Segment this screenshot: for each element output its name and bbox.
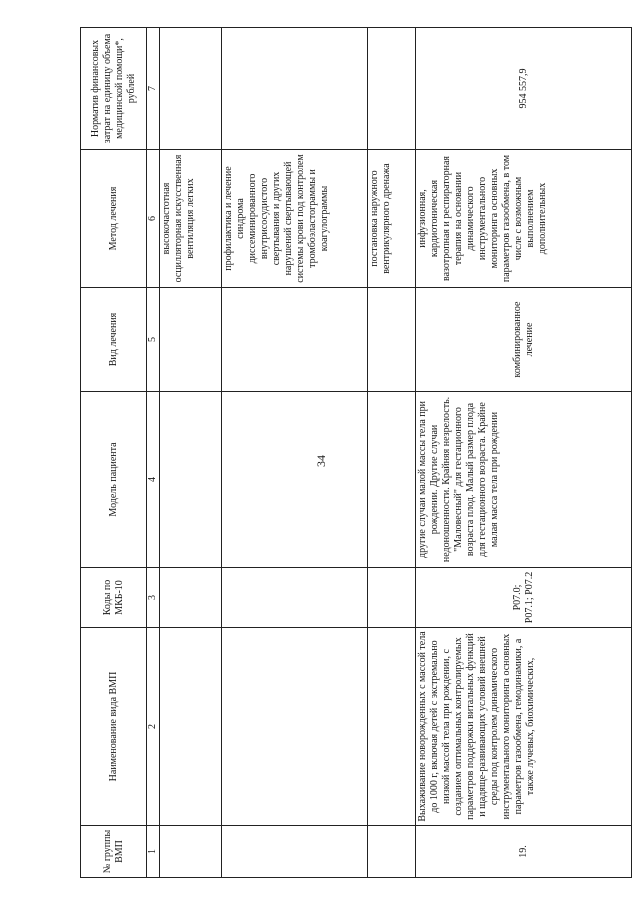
cell-name <box>368 628 416 826</box>
cell-group <box>222 826 368 878</box>
cell-codes <box>368 568 416 628</box>
header-treatment-method: Метод лечения <box>81 150 147 288</box>
cell-treatment-type <box>222 288 368 392</box>
column-number: 3 <box>147 568 160 628</box>
cell-name <box>222 628 368 826</box>
cell-name <box>160 628 222 826</box>
column-number: 4 <box>147 392 160 568</box>
header-row <box>81 28 147 878</box>
page-number: 34 <box>314 455 328 467</box>
cell-treatment-type <box>160 288 222 392</box>
cell-model <box>160 392 222 568</box>
cell-model <box>222 392 368 568</box>
table-row <box>368 28 416 878</box>
column-number: 5 <box>147 288 160 392</box>
table-row <box>160 28 222 878</box>
cell-treatment-type: комбинированное лечение <box>416 288 632 392</box>
cell-cost <box>160 28 222 150</box>
table-row <box>222 28 368 878</box>
cell-group <box>368 826 416 878</box>
cell-treatment-type <box>368 288 416 392</box>
cell-name: Выхаживание новорожденных с массой тела до 1000 г, включая детей с экстремально низкой массой тела при рождении, с созданием оптимальных контролируемых параметров поддержки витальных функций и щадяще-развивающих условий внешней среды под контролем динамического инструментального мониторинга основных параметров газообмена, гемодинамики, а также лучевых, биохимических, <box>416 628 632 826</box>
column-number-row <box>147 28 160 878</box>
cell-cost <box>222 28 368 150</box>
table-row <box>416 28 632 878</box>
rotated-table-area <box>80 28 632 878</box>
cell-model: другие случаи малой массы тела при рождении. Другие случаи недоношенности. Крайняя незрелость. "Маловесный" для гестационного возраста плод. Малый размер плода для гестационного возраста. Крайне малая масса тела при рождении <box>416 392 632 568</box>
column-number: 2 <box>147 628 160 826</box>
header-patient-model: Модель пациента <box>81 392 147 568</box>
cell-method: постановка наружного вентрикулярного дренажа <box>368 150 416 288</box>
cell-method: высокочастотная осцилляторная искусственная вентиляция легких <box>160 150 222 288</box>
cell-method: инфузионная, кардиотоническая вазотропная и респираторная терапия на основании динамического инструментального мониторинга основных параметров газообмена, в том числе с возможным выполнением дополнительных <box>416 150 632 288</box>
column-number: 1 <box>147 826 160 878</box>
header-vmp-name: Наименование вида ВМП <box>81 628 147 826</box>
cell-cost: 954 557,9 <box>416 28 632 150</box>
column-number: 6 <box>147 150 160 288</box>
header-cost-norm: Норматив финансовых затрат на единицу объема медицинской помощи*, рублей <box>81 28 147 150</box>
cell-group <box>160 826 222 878</box>
cell-codes <box>160 568 222 628</box>
header-treatment-type: Вид лечения <box>81 288 147 392</box>
cell-cost <box>368 28 416 150</box>
vmp-table <box>80 27 632 878</box>
cell-method: профилактика и лечение синдрома диссеминированного внутрисосудистого свертывания и других нарушений свертывающей системы крови под контролем тромбоэластограммы и коагулограммы <box>222 150 368 288</box>
header-icd-codes: Коды по МКБ-10 <box>81 568 147 628</box>
cell-codes: P07.0; P07.1; P07.2 <box>416 568 632 628</box>
cell-group: 19. <box>416 826 632 878</box>
cell-codes <box>222 568 368 628</box>
cell-model <box>368 392 416 568</box>
column-number: 7 <box>147 28 160 150</box>
header-group-number: № группы ВМП <box>81 826 147 878</box>
